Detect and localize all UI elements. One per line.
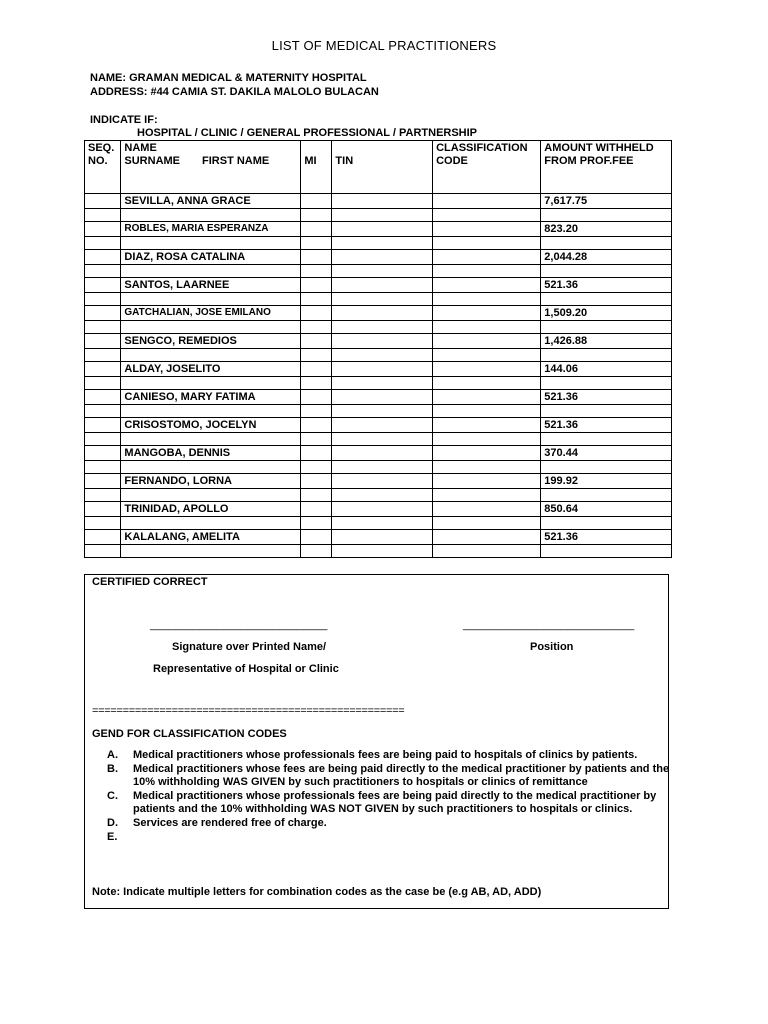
blank-cell [433,321,541,334]
blank-cell [121,461,301,474]
tin-cell [332,418,433,433]
blank-cell [85,517,121,530]
classification-code-item [107,749,673,763]
tin-cell [332,194,433,209]
blank-cell [541,209,672,222]
table-row [85,446,672,461]
practitioners-table [84,140,672,558]
blank-cell [332,517,433,530]
blank-cell [121,349,301,362]
blank-cell [85,209,121,222]
blank-cell [85,321,121,334]
name-cell: MANGOBA, DENNIS [121,446,301,461]
mi-cell [301,306,332,321]
separator: =================================================== [92,705,405,717]
name-cell: ALDAY, JOSELITO [121,362,301,377]
blank-cell [301,405,332,418]
classification-cell [433,446,541,461]
classification-code-item [107,830,673,845]
blank-cell [433,237,541,250]
table-row [85,362,672,377]
blank-row [85,517,672,530]
blank-cell [121,209,301,222]
blank-row [85,377,672,390]
blank-row [85,489,672,502]
amount-cell: 370.44 [541,446,672,461]
seq-cell [85,222,121,237]
blank-row [85,265,672,278]
blank-cell [541,237,672,250]
name-cell: ROBLES, MARIA ESPERANZA [121,222,301,237]
table-row [85,530,672,545]
blank-cell [541,321,672,334]
tin-cell [332,530,433,545]
blank-row [85,293,672,306]
tin-cell [332,390,433,405]
blank-row [85,349,672,362]
classification-code-item [107,816,673,831]
tin-cell [332,362,433,377]
mi-cell [301,250,332,265]
note-text: Note: Indicate multiple letters for combination codes as the case be (e.g AB, AD, ADD) [92,886,542,898]
amount-cell: 521.36 [541,418,672,433]
name-label: NAME: [90,72,127,84]
blank-cell [332,545,433,558]
mi-cell [301,334,332,349]
position-line: ____________________________ [463,619,635,631]
blank-cell [301,545,332,558]
blank-cell [541,517,672,530]
classification-cell [433,362,541,377]
blank-cell [121,517,301,530]
table-row [85,222,672,237]
tin-cell [332,306,433,321]
seq-cell [85,474,121,489]
signature-label: Signature over Printed Name/ [172,641,327,653]
amount-cell: 2,044.28 [541,250,672,265]
header-amount: AMOUNT WITHHELD FROM PROF.FEE [541,141,672,194]
blank-cell [332,489,433,502]
blank-cell [433,517,541,530]
blank-cell [121,433,301,446]
blank-cell [85,461,121,474]
header-first-name: FIRST NAME [202,155,270,167]
table-row [85,194,672,209]
blank-cell [433,489,541,502]
blank-cell [121,489,301,502]
classification-cell [433,474,541,489]
mi-cell [301,502,332,517]
code-marker: B. [107,762,118,775]
header-classification: CLASSIFICATION CODE [433,141,541,194]
hospital-name-line [90,72,367,84]
classification-cell [433,530,541,545]
blank-cell [121,293,301,306]
blank-cell [541,349,672,362]
header-surname: SURNAME [124,155,181,167]
name-cell: CRISOSTOMO, JOCELYN [121,418,301,433]
blank-cell [541,545,672,558]
seq-cell [85,306,121,321]
name-cell: SANTOS, LAARNEE [121,278,301,293]
code-marker: C. [107,789,118,802]
signature-line: _____________________________ [150,619,328,631]
blank-cell [541,265,672,278]
header-tin: TIN [332,141,433,194]
code-text: Medical practitioners whose fees are being paid directly to the medical practitioner by patients and the 10% withholding WAS GIVEN by such practitioners to hospitals or clinics of remittance [133,762,670,789]
classification-cell [433,334,541,349]
blank-cell [301,489,332,502]
blank-cell [433,265,541,278]
table-row [85,250,672,265]
header-mi: MI [301,141,332,194]
address-label: ADDRESS: [90,86,148,98]
blank-cell [85,545,121,558]
seq-cell [85,390,121,405]
name-cell: KALALANG, AMELITA [121,530,301,545]
blank-cell [85,265,121,278]
mi-cell [301,222,332,237]
blank-row [85,209,672,222]
blank-cell [332,433,433,446]
blank-cell [85,433,121,446]
practice-type-options: HOSPITAL / CLINIC / GENERAL PROFESSIONAL / PARTNERSHIP [137,127,478,139]
blank-cell [332,237,433,250]
name-cell: TRINIDAD, APOLLO [121,502,301,517]
blank-cell [332,321,433,334]
mi-cell [301,278,332,293]
blank-cell [541,377,672,390]
code-marker: D. [107,816,118,829]
blank-cell [301,237,332,250]
blank-cell [332,293,433,306]
classification-cell [433,502,541,517]
tin-cell [332,446,433,461]
certified-heading: CERTIFIED CORRECT [92,576,208,588]
blank-row [85,405,672,418]
blank-row [85,461,672,474]
blank-cell [301,209,332,222]
hospital-name: GRAMAN MEDICAL & MATERNITY HOSPITAL [129,72,367,84]
name-cell: CANIESO, MARY FATIMA [121,390,301,405]
seq-cell [85,250,121,265]
classification-cell [433,278,541,293]
amount-cell: 7,617.75 [541,194,672,209]
blank-cell [85,405,121,418]
blank-cell [301,349,332,362]
mi-cell [301,390,332,405]
blank-cell [541,293,672,306]
name-cell: DIAZ, ROSA CATALINA [121,250,301,265]
name-cell: SEVILLA, ANNA GRACE [121,194,301,209]
table-row [85,474,672,489]
blank-cell [433,545,541,558]
amount-cell: 1,426.88 [541,334,672,349]
seq-cell [85,530,121,545]
tin-cell [332,474,433,489]
header-name [121,141,301,194]
blank-cell [433,293,541,306]
mi-cell [301,474,332,489]
amount-cell: 521.36 [541,278,672,293]
position-label: Position [530,641,574,653]
tin-cell [332,278,433,293]
mi-cell [301,362,332,377]
code-marker: A. [107,749,118,761]
table-body [85,194,672,558]
blank-cell [541,405,672,418]
seq-cell [85,278,121,293]
table-row [85,334,672,349]
blank-cell [85,349,121,362]
address-value: #44 CAMIA ST. DAKILA MALOLO BULACAN [150,86,379,98]
blank-cell [332,349,433,362]
tin-cell [332,334,433,349]
blank-cell [433,377,541,390]
blank-cell [85,293,121,306]
blank-cell [121,545,301,558]
blank-cell [541,461,672,474]
mi-cell [301,418,332,433]
table-header-row [85,141,672,194]
name-cell: GATCHALIAN, JOSE EMILANO [121,306,301,321]
address-line [90,86,379,98]
blank-row [85,321,672,334]
blank-cell [541,433,672,446]
mi-cell [301,446,332,461]
blank-cell [433,433,541,446]
blank-cell [301,377,332,390]
table-row [85,502,672,517]
classification-code-item [107,762,673,790]
name-cell: FERNANDO, LORNA [121,474,301,489]
amount-cell: 521.36 [541,530,672,545]
blank-cell [301,461,332,474]
blank-cell [433,405,541,418]
name-cell: SENGCO, REMEDIOS [121,334,301,349]
table-row [85,390,672,405]
classification-cell [433,194,541,209]
blank-row [85,237,672,250]
blank-cell [301,433,332,446]
blank-cell [332,209,433,222]
blank-cell [121,237,301,250]
blank-cell [121,377,301,390]
header-seq: SEQ. NO. [85,141,121,194]
blank-cell [121,321,301,334]
table-row [85,278,672,293]
tin-cell [332,502,433,517]
amount-cell: 199.92 [541,474,672,489]
blank-cell [301,321,332,334]
header-name-label: NAME [124,142,157,154]
seq-cell [85,334,121,349]
blank-cell [85,377,121,390]
mi-cell [301,530,332,545]
amount-cell: 1,509.20 [541,306,672,321]
amount-cell: 823.20 [541,222,672,237]
table-row [85,418,672,433]
legend-title: GEND FOR CLASSIFICATION CODES [92,728,287,740]
classification-codes-list [93,749,673,844]
indicate-label: INDICATE IF: [90,114,158,126]
blank-cell [301,265,332,278]
blank-cell [121,265,301,278]
seq-cell [85,502,121,517]
blank-cell [332,265,433,278]
classification-cell [433,418,541,433]
blank-cell [85,237,121,250]
tin-cell [332,250,433,265]
table-row [85,306,672,321]
seq-cell [85,446,121,461]
code-text: Services are rendered free of charge. [133,816,327,829]
blank-cell [332,405,433,418]
blank-cell [301,293,332,306]
seq-cell [85,194,121,209]
representative-label: Representative of Hospital or Clinic [153,663,339,675]
seq-cell [85,418,121,433]
blank-row [85,545,672,558]
blank-cell [433,349,541,362]
amount-cell: 521.36 [541,390,672,405]
certification-box [84,574,669,909]
blank-cell [433,209,541,222]
tin-cell [332,222,433,237]
blank-row [85,433,672,446]
page-title: LIST OF MEDICAL PRACTITIONERS [271,38,497,53]
blank-cell [541,489,672,502]
blank-cell [85,489,121,502]
code-marker: E. [107,830,118,843]
classification-cell [433,222,541,237]
seq-cell [85,362,121,377]
classification-cell [433,306,541,321]
blank-cell [433,461,541,474]
blank-cell [332,461,433,474]
code-text: Medical practitioners whose professionals fees are being paid to hospitals of clinics by patients. [133,749,638,761]
classification-code-item [107,789,673,817]
amount-cell: 850.64 [541,502,672,517]
amount-cell: 144.06 [541,362,672,377]
mi-cell [301,194,332,209]
classification-cell [433,250,541,265]
blank-cell [121,405,301,418]
blank-cell [301,517,332,530]
blank-cell [332,377,433,390]
classification-cell [433,390,541,405]
code-text: Medical practitioners whose professionals fees are being paid directly to the medical practitioner by patients and the 10% withholding WAS NOT GIVEN by such practitioners to hospitals or clinics. [133,789,657,816]
